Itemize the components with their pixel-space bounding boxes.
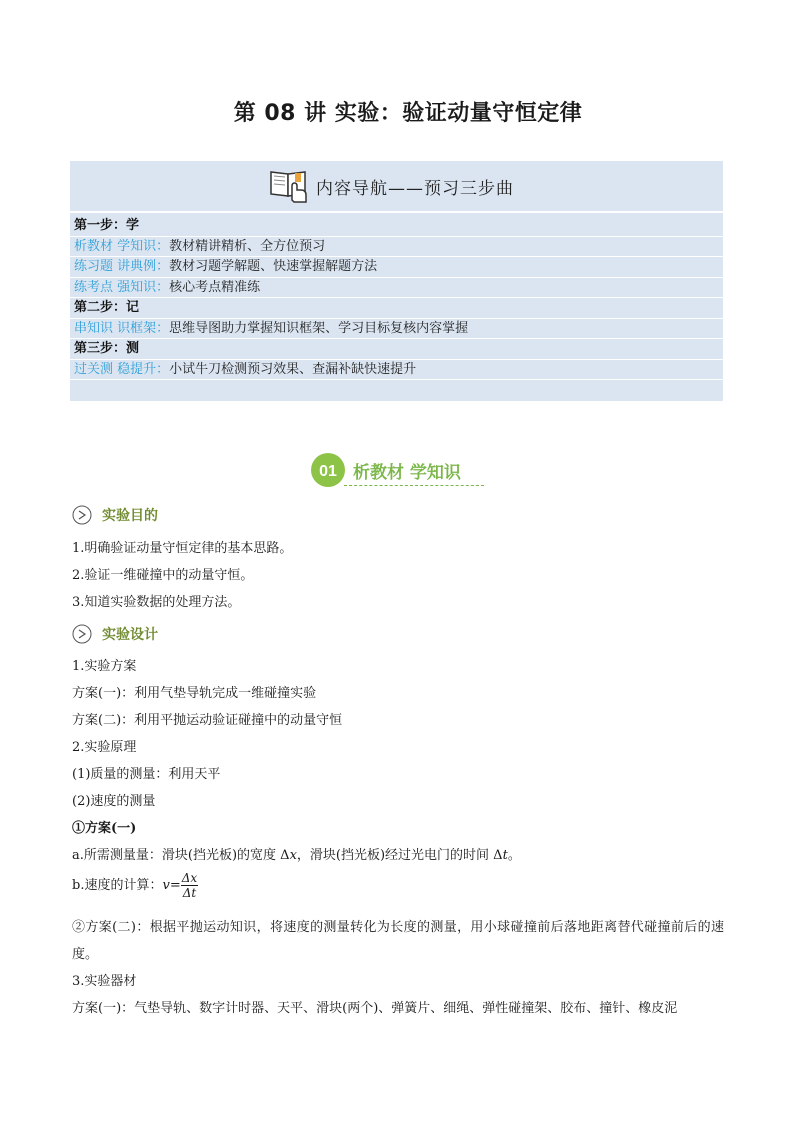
nav-header bbox=[70, 161, 723, 213]
section-number: 01 bbox=[319, 463, 337, 480]
content-navigation-box bbox=[70, 161, 723, 401]
design-line-velocity bbox=[72, 869, 724, 903]
book-hand-icon bbox=[268, 164, 312, 208]
nav-label: 析教材 学知识： bbox=[74, 238, 170, 254]
design-body bbox=[72, 653, 724, 903]
design-line: 方案(一)：利用气垫导轨完成一维碰撞实验 bbox=[72, 686, 317, 701]
nav-line-points bbox=[70, 278, 723, 299]
purpose-item: 1.明确验证动量守恒定律的基本思路。 bbox=[72, 541, 293, 556]
nav-step: 第二步：记 bbox=[74, 300, 140, 315]
nav-step: 第三步：测 bbox=[74, 341, 140, 356]
section-title: 析教材 学知识 bbox=[353, 463, 461, 483]
page-title: 第 08 讲 实验：验证动量守恒定律 bbox=[233, 101, 583, 126]
var-v: v bbox=[162, 878, 170, 893]
nav-desc: 核心考点精准练 bbox=[169, 279, 261, 295]
design-line: (2)速度的测量 bbox=[72, 794, 156, 809]
nav-line-step2 bbox=[70, 298, 723, 319]
design-line: 2.实验原理 bbox=[72, 740, 137, 755]
fraction-numerator: Δx bbox=[181, 871, 198, 885]
text-segment: b.速度的计算： bbox=[72, 878, 163, 893]
design-line: ①方案(一) bbox=[72, 821, 137, 836]
design-line: 3.实验器材 bbox=[72, 974, 137, 989]
arrow-circle-icon bbox=[72, 624, 92, 644]
velocity-fraction bbox=[181, 871, 198, 900]
equals-sign: = bbox=[169, 878, 181, 893]
nav-line-step3 bbox=[70, 339, 723, 360]
section-heading bbox=[310, 452, 485, 488]
nav-line-step1 bbox=[70, 216, 723, 237]
nav-line-analyze bbox=[70, 237, 723, 258]
nav-label: 练考点 强知识： bbox=[74, 279, 170, 295]
section-underline bbox=[344, 485, 484, 486]
design-line-plan2: ②方案(二)：根据平抛运动知识，将速度的测量转化为长度的测量，用小球碰撞前后落地距离替代碰撞前后的速度。 bbox=[72, 920, 724, 962]
design-line: (1)质量的测量：利用天平 bbox=[72, 767, 221, 782]
design-line: 1.实验方案 bbox=[72, 659, 137, 674]
fraction-denominator: Δt bbox=[182, 886, 197, 900]
nav-desc: 小试牛刀检测预习效果、查漏补缺快速提升 bbox=[169, 361, 417, 377]
nav-desc: 教材习题学解题、快速掌握解题方法 bbox=[169, 259, 378, 274]
arrow-circle-icon bbox=[72, 505, 92, 525]
subheading-purpose bbox=[72, 504, 158, 526]
nav-header-title: 内容导航——预习三步曲 bbox=[316, 178, 514, 199]
subheading-title: 实验目的 bbox=[102, 508, 158, 524]
var-x: x bbox=[289, 848, 297, 863]
nav-desc: 思维导图助力掌握知识框架、学习目标复核内容掌握 bbox=[169, 320, 469, 336]
purpose-list bbox=[72, 535, 724, 616]
text-segment: ，滑块(挡光板)经过光电门的时间 Δ bbox=[296, 848, 503, 863]
subheading-design bbox=[72, 623, 158, 645]
design-line: 方案(一)：气垫导轨、数字计时器、天平、滑块(两个)、弹簧片、细绳、弹性碰撞架、胶布、撞针、橡皮泥 bbox=[72, 1001, 678, 1016]
purpose-item: 2.验证一维碰撞中的动量守恒。 bbox=[72, 568, 254, 583]
design-line-measure bbox=[72, 842, 724, 869]
nav-line-test bbox=[70, 360, 723, 381]
purpose-item: 3.知道实验数据的处理方法。 bbox=[72, 595, 241, 610]
nav-line-practice bbox=[70, 257, 723, 278]
design-line: 方案(二)：利用平抛运动验证碰撞中的动量守恒 bbox=[72, 713, 343, 728]
var-t: t bbox=[502, 848, 508, 863]
nav-label: 串知识 识框架： bbox=[74, 320, 170, 336]
text-segment: 。 bbox=[507, 848, 521, 863]
nav-line-framework bbox=[70, 319, 723, 340]
nav-step: 第一步：学 bbox=[74, 218, 140, 233]
text-segment: a.所需测量量：滑块(挡光板)的宽度 Δ bbox=[72, 848, 290, 863]
nav-label: 练习题 讲典例： bbox=[74, 259, 170, 274]
nav-label: 过关测 稳提升： bbox=[74, 361, 170, 377]
nav-desc: 教材精讲精析、全方位预习 bbox=[169, 238, 326, 254]
design-tail bbox=[72, 968, 724, 1022]
section-number-badge bbox=[310, 452, 346, 488]
subheading-title: 实验设计 bbox=[102, 627, 158, 643]
